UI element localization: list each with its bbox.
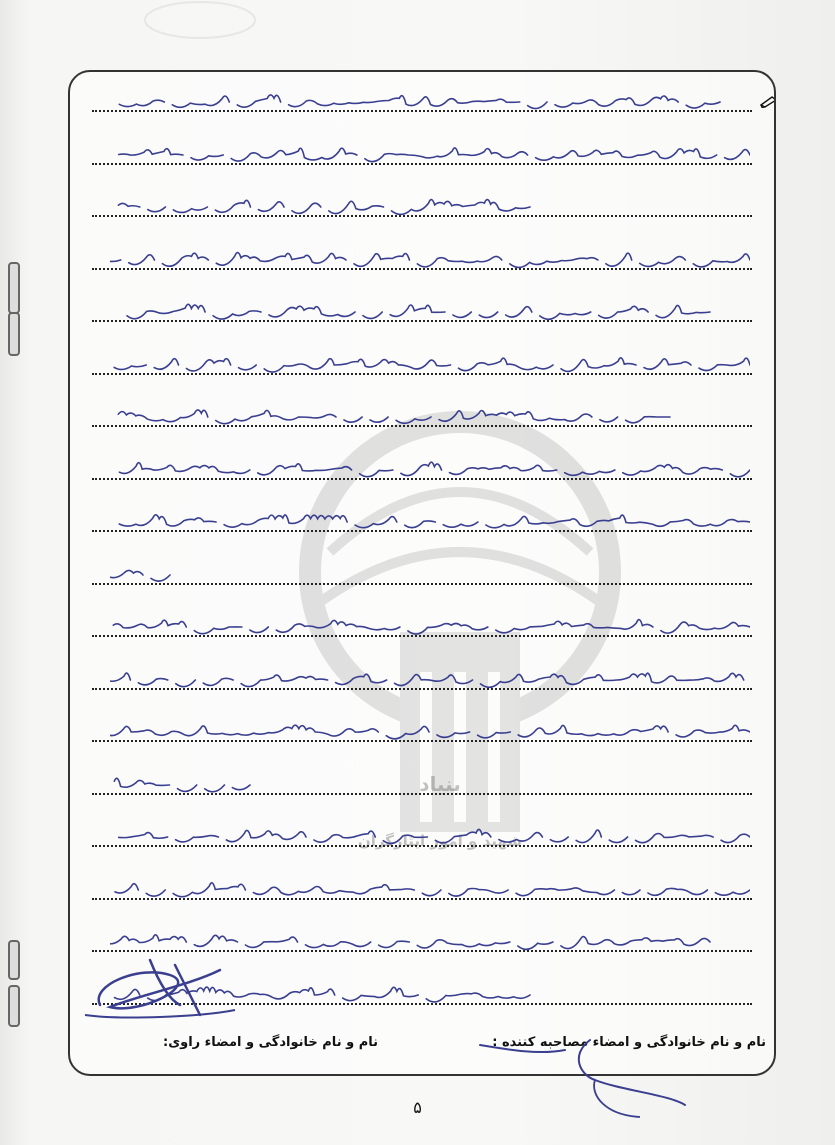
interviewer-signature-label: نام و نام خانوادگی و امضاء مصاحبه کننده : xyxy=(492,1035,766,1050)
handwritten-line xyxy=(110,607,750,641)
handwritten-line xyxy=(110,82,750,116)
page-number: ۵ xyxy=(413,1098,422,1117)
handwritten-line xyxy=(110,660,750,694)
handwritten-line xyxy=(110,240,750,274)
narrator-signature-label: نام و نام خانوادگی و امضاء راوی: xyxy=(163,1035,378,1050)
narrator-signature xyxy=(80,945,240,1025)
pencil-icon xyxy=(760,94,776,108)
watermark-title: بنیاد xyxy=(419,772,461,796)
binding-clip xyxy=(8,312,20,356)
handwritten-line xyxy=(110,292,750,326)
writing-frame xyxy=(68,70,776,1076)
handwritten-line xyxy=(110,502,750,536)
handwritten-line xyxy=(110,135,750,169)
handwritten-line xyxy=(110,345,750,379)
handwritten-line xyxy=(110,397,750,431)
watermark-subtitle: شهید و امور ایثارگران xyxy=(357,832,523,850)
binding-clip xyxy=(8,940,20,980)
handwritten-line xyxy=(110,712,750,746)
handwritten-line xyxy=(110,187,750,221)
handwritten-line xyxy=(110,555,750,589)
binding-clip xyxy=(8,985,20,1027)
handwritten-line xyxy=(110,870,750,904)
handwritten-line xyxy=(110,450,750,484)
handwritten-line xyxy=(110,765,750,799)
binding-clip xyxy=(8,262,20,314)
faded-stamp xyxy=(140,0,260,40)
handwritten-line xyxy=(110,817,750,851)
